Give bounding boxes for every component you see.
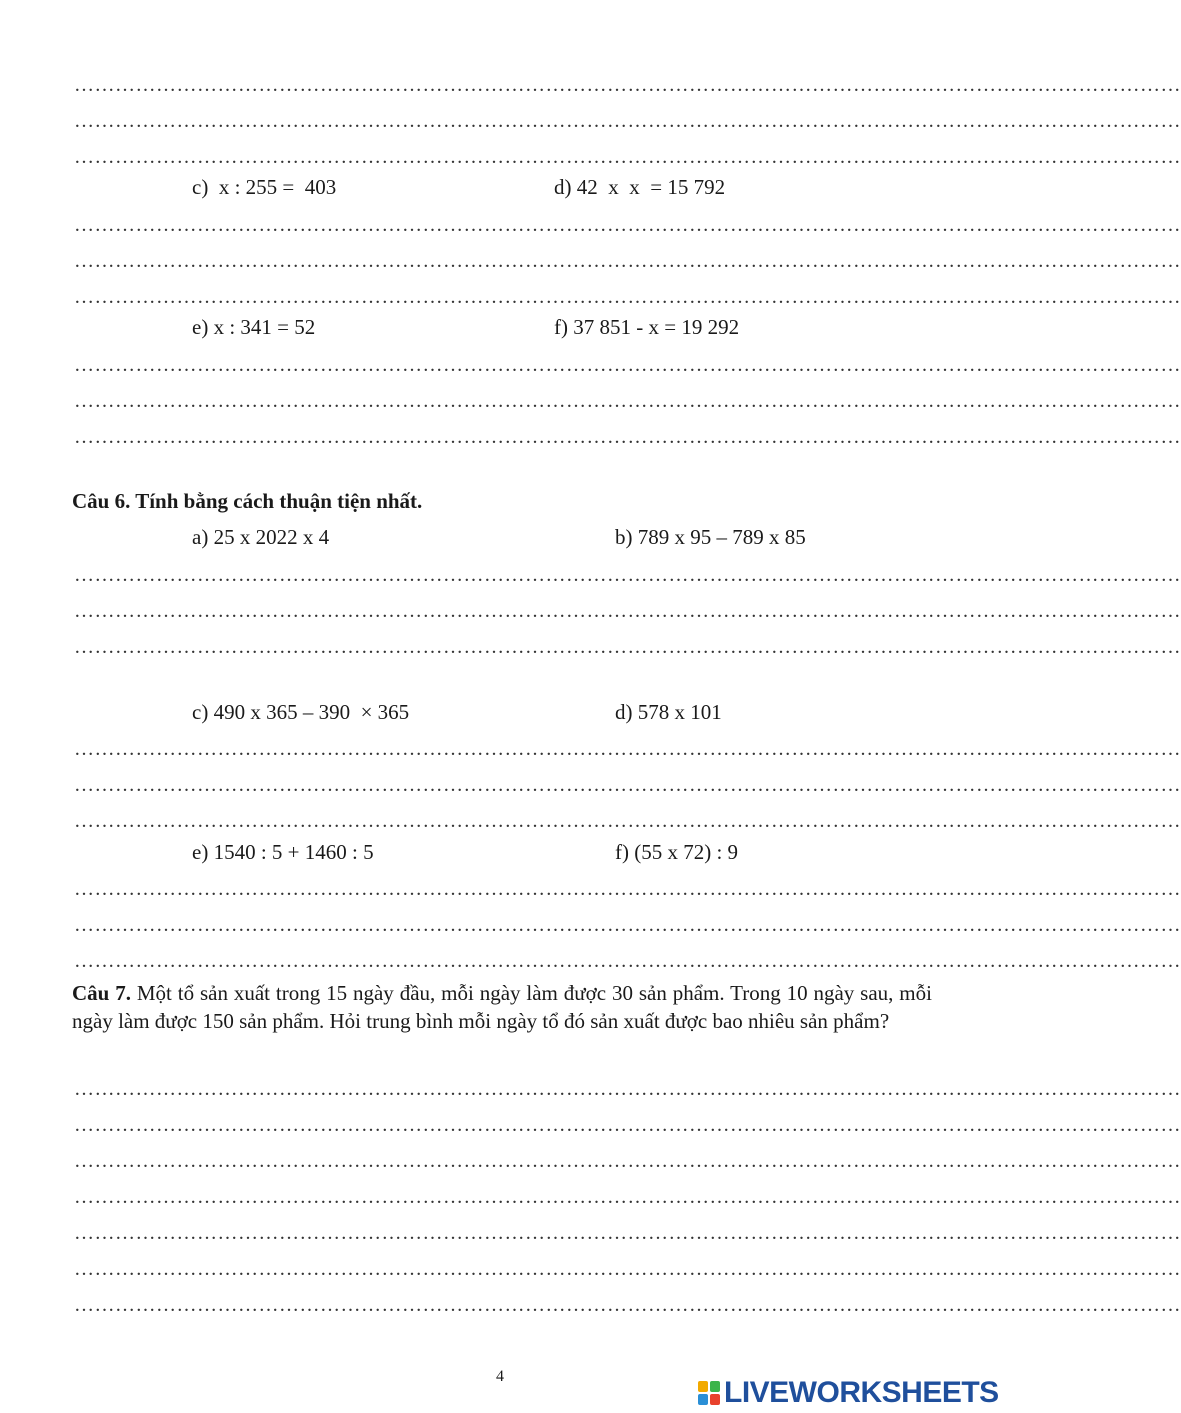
exercise-5d: d) 42 x x = 15 792 xyxy=(554,175,726,199)
answer-line: ……………………………………………………………………………………………………………………………………………… xyxy=(74,1078,1181,1100)
answer-line: ……………………………………………………………………………………………………………………………………………… xyxy=(74,214,1181,236)
answer-line: ……………………………………………………………………………………………………………………………………………… xyxy=(74,1186,1181,1208)
question-7 xyxy=(72,979,932,1035)
answer-line: ……………………………………………………………………………………………………………………………………………… xyxy=(74,914,1181,936)
exercise-5f: f) 37 851 - x = 19 292 xyxy=(554,315,740,339)
logo-text: LIVEWORKSHEETS xyxy=(724,1376,999,1409)
liveworksheets-mark-icon xyxy=(698,1381,720,1405)
question-7-label: Câu 7. xyxy=(72,981,131,1005)
answer-line: ……………………………………………………………………………………………………………………………………………… xyxy=(74,110,1181,132)
answer-line: ……………………………………………………………………………………………………………………………………………… xyxy=(74,1258,1181,1280)
answer-line: ……………………………………………………………………………………………………………………………………………… xyxy=(74,600,1181,622)
answer-line: ……………………………………………………………………………………………………………………………………………… xyxy=(74,1114,1181,1136)
answer-line: ……………………………………………………………………………………………………………………………………………… xyxy=(74,878,1181,900)
answer-line: ……………………………………………………………………………………………………………………………………………… xyxy=(74,636,1181,658)
answer-line: ……………………………………………………………………………………………………………………………………………… xyxy=(74,810,1181,832)
answer-line: ……………………………………………………………………………………………………………………………………………… xyxy=(74,1222,1181,1244)
answer-line: ……………………………………………………………………………………………………………………………………………… xyxy=(74,564,1181,586)
exercise-6c: c) 490 x 365 – 390 × 365 xyxy=(192,700,410,724)
answer-line: ……………………………………………………………………………………………………………………………………………… xyxy=(74,354,1181,376)
question-6-title: Câu 6. Tính bằng cách thuận tiện nhất. xyxy=(72,489,423,513)
answer-line: ……………………………………………………………………………………………………………………………………………… xyxy=(74,738,1181,760)
exercise-6f: f) (55 x 72) : 9 xyxy=(615,840,739,864)
exercise-5c: c) x : 255 = 403 xyxy=(192,175,337,199)
question-7-text: Một tổ sản xuất trong 15 ngày đầu, mỗi ngày làm được 30 sản phẩm. Trong 10 ngày sau, mỗi ngày làm được 150 sản phẩm. Hỏi trung bình mỗi ngày tổ đó sản xuất được bao nhiêu sản phẩm? xyxy=(72,981,932,1033)
exercise-6d: d) 578 x 101 xyxy=(615,700,722,724)
page-number: 4 xyxy=(496,1368,504,1385)
answer-line: ……………………………………………………………………………………………………………………………………………… xyxy=(74,1150,1181,1172)
exercise-6b: b) 789 x 95 – 789 x 85 xyxy=(615,525,806,549)
answer-line: ……………………………………………………………………………………………………………………………………………… xyxy=(74,250,1181,272)
answer-line: ……………………………………………………………………………………………………………………………………………… xyxy=(74,74,1181,96)
exercise-6a: a) 25 x 2022 x 4 xyxy=(192,525,330,549)
answer-line: ……………………………………………………………………………………………………………………………………………… xyxy=(74,146,1181,168)
liveworksheets-logo[interactable] xyxy=(698,1378,999,1408)
exercise-5e: e) x : 341 = 52 xyxy=(192,315,316,339)
answer-line: ……………………………………………………………………………………………………………………………………………… xyxy=(74,950,1181,972)
answer-line: ……………………………………………………………………………………………………………………………………………… xyxy=(74,390,1181,412)
answer-line: ……………………………………………………………………………………………………………………………………………… xyxy=(74,286,1181,308)
answer-line: ……………………………………………………………………………………………………………………………………………… xyxy=(74,1294,1181,1316)
answer-line: ……………………………………………………………………………………………………………………………………………… xyxy=(74,426,1181,448)
answer-line: ……………………………………………………………………………………………………………………………………………… xyxy=(74,774,1181,796)
exercise-6e: e) 1540 : 5 + 1460 : 5 xyxy=(192,840,374,864)
